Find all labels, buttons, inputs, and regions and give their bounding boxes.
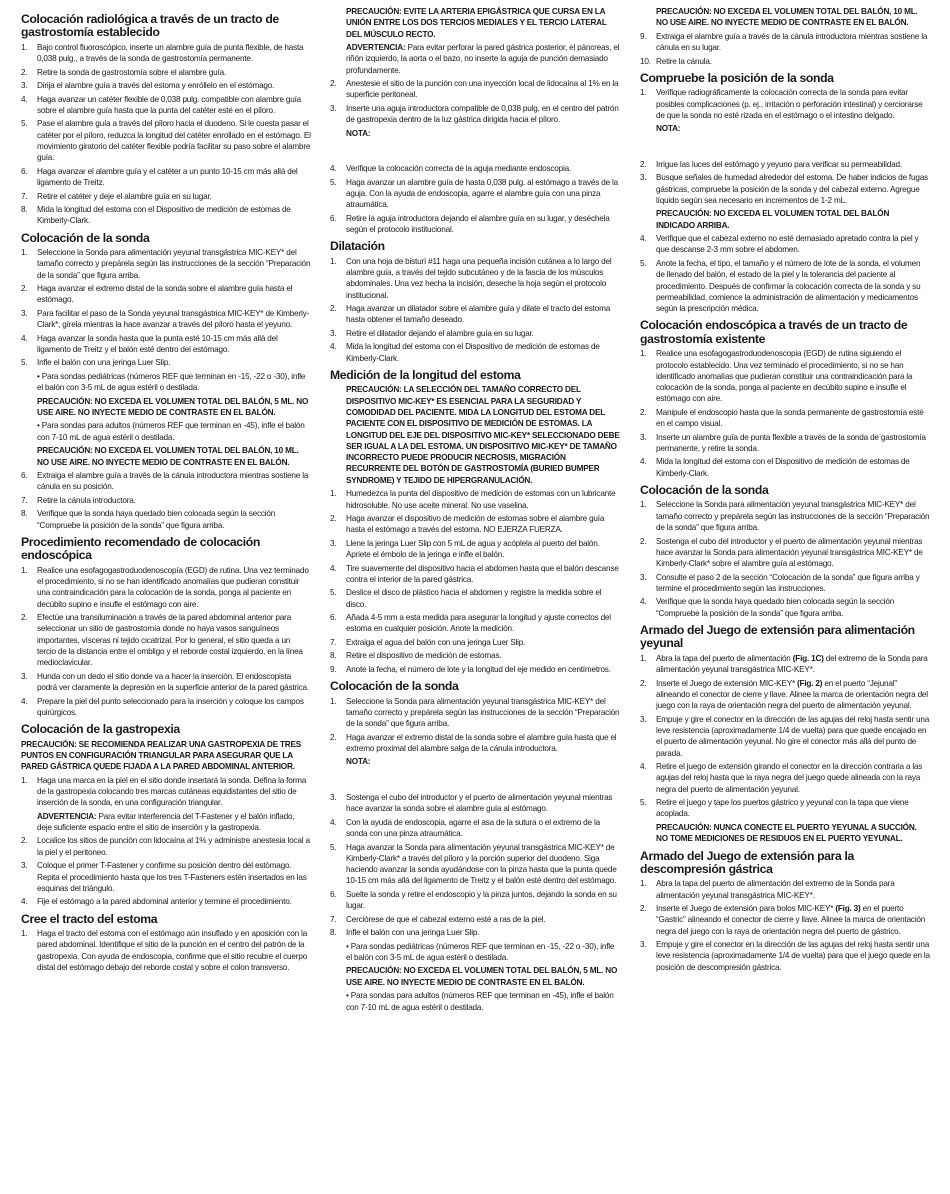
- step-number: 3.: [21, 308, 28, 318]
- caution-note: PRECAUCIÓN: NUNCA CONECTE EL PUERTO YEYUNAL A SUCCIÓN. NO TOME MEDICIONES DE RESIDUOS EN EL PUERTO YEYUNAL.: [656, 822, 917, 844]
- caution-note: PRECAUCIÓN: NO EXCEDA EL VOLUMEN TOTAL DEL BALÓN, 5 ML. NO USE AIRE. NO INYECTE MEDIO DE CONTRASTE EN EL BALÓN.: [346, 966, 618, 987]
- list-item: [330, 637, 622, 648]
- warning-note: [330, 42, 622, 76]
- step-text: Haga avanzar el extremo distal de la sonda sobre el alambre guía hasta que el extremo proximal del alambre salga de la cánula introductora.: [346, 732, 617, 753]
- step-number: 6.: [21, 166, 28, 176]
- step-text: Seleccione la Sonda para alimentación yeyunal transgástrica MIC-KEY* del tamaño correcto y prepárela según las instrucciones de la sección “Preparación de la sonda” que figura arriba.: [656, 500, 930, 533]
- step-number: 2.: [21, 67, 28, 77]
- list-item: [640, 258, 930, 314]
- step-number: 1.: [640, 879, 647, 889]
- step-text: del extremo de la Sonda para alimentación yeyunal transgástrica MIC-KEY*.: [656, 653, 928, 675]
- step-text: Coloque el primer T-Fastener y confirme su posición dentro del estómago. Repita el procedimiento hasta que los tres T-Fasteners estén insertados en las esquinas del triángulo.: [37, 861, 307, 893]
- step-text: Seleccione la Sonda para alimentación yeyunal transgástrica MIC-KEY* del tamaño correcto y prepárela según las instrucciones de la sección “Preparación de la sonda” que figura arriba.: [346, 696, 620, 729]
- step-number: 6.: [330, 213, 337, 223]
- step-number: 1.: [640, 653, 647, 663]
- step-text: Anote la fecha, el tipo, el tamaño y el número de lote de la sonda, el volumen de llenado del balón, el estado de la piel y la tolerancia del paciente al procedimiento. Después de confirmar la colocación correcta de la sonda y su permeabilidad, comience la administración de alimentación y medicamentos según la prescripción médica.: [656, 258, 921, 314]
- step-number: 1.: [21, 42, 28, 52]
- step-text: Abra la tapa del puerto de alimentación del extremo de la Sonda para alimentación yeyunal transgástrica MIC-KEY*.: [656, 879, 895, 900]
- step-number: 6.: [330, 613, 337, 623]
- list-item: [330, 303, 622, 326]
- list-item: [330, 488, 622, 511]
- step-number: 4.: [330, 342, 337, 352]
- step-number: 6.: [330, 889, 337, 899]
- step-text: Realice una esofagogastroduodenoscopía (EGD) de rutina. Una vez terminado el procedimiento, si no se han identificado anomalías que pudieran constituir una contraindicación para la colocación de la sonda, ponga al paciente en decúbito supino e insufle el estómago con aire.: [37, 565, 309, 609]
- step-number: 4.: [21, 94, 28, 104]
- list-item: [640, 87, 930, 121]
- step-text: Extraiga el agua del balón con una jeringa Luer Slip.: [346, 637, 526, 647]
- step-number: 5.: [640, 258, 647, 268]
- step-number: 2.: [330, 79, 337, 89]
- list-item: [330, 213, 622, 236]
- step-number: 2.: [21, 836, 28, 846]
- list-item: [330, 817, 622, 840]
- step-text: Localice los sitios de punción con lidocaína al 1% y administre anestesia local a la piel y el peritoneo.: [37, 836, 310, 857]
- column-right: [640, 6, 930, 975]
- warning-label: ADVERTENCIA:: [346, 43, 406, 53]
- step-text: Retire el juego de extensión girando el conector en la dirección contraria a las agujas del reloj hasta que la raya negra del juego quede alineada con la raya negra del puerto de alimentación yeyunal.: [656, 762, 923, 794]
- step-number: 4.: [640, 762, 647, 772]
- list-item: [640, 572, 930, 595]
- step-text: Humedezca la punta del dispositivo de medición de estomas con un lubricante hidrosoluble. No use aceite mineral. No use vaselina.: [346, 489, 616, 510]
- list-item: [640, 878, 930, 901]
- step-number: 1.: [330, 696, 337, 706]
- figure-reference: (Fig. 1C): [792, 653, 824, 663]
- section-heading: Medición de la longitud del estoma: [330, 368, 521, 382]
- list-item: [640, 678, 930, 712]
- step-text: Dirija el alambre guía a través del estoma y enróllelo en el estómago.: [37, 81, 275, 91]
- step-text: Verifique que la sonda haya quedado bien colocada según la sección “Compruebe la posición de la sonda” que figura arriba.: [37, 509, 276, 530]
- step-number: 3.: [640, 173, 647, 183]
- step-number: 8.: [21, 204, 28, 214]
- step-text: Efectúe una transiluminación a través de la pared abdominal anterior para seleccionar un sitio de gastrostomía donde no haya vasos sanguíneos importantes, vísceras ni tejido cicatrizal. Por lo general, el sitio queda a un tercio de la distancia entre el ombligo y el reborde costal izquierdo, en la línea medioclavicular.: [37, 613, 303, 668]
- step-number: 1.: [21, 929, 28, 939]
- list-item: [21, 67, 311, 78]
- step-number: 4.: [640, 234, 647, 244]
- list-item: [640, 407, 930, 430]
- list-item: [21, 835, 311, 858]
- list-item: [330, 792, 622, 815]
- column-left: [21, 6, 311, 975]
- step-text: Suelte la sonda y retire el endoscopio y la pinza juntos, dejando la sonda en su lugar.: [346, 889, 617, 911]
- list-item: [640, 31, 930, 54]
- caution-note: PRECAUCIÓN: NO EXCEDA EL VOLUMEN TOTAL DEL BALÓN INDICADO ARRIBA.: [656, 209, 890, 230]
- step-text: Haga avanzar el extremo distal de la sonda sobre el alambre guía hasta el estómago.: [37, 284, 293, 305]
- step-number: 7.: [330, 637, 337, 647]
- step-text: Haga avanzar el alambre guía y el catéter a un punto 10-15 cm más allá del ligamento de Treitz.: [37, 166, 298, 188]
- warning-text: Para evitar perforar la pared gástrica posterior, el páncreas, el riñón izquierdo, la aorta o el bazo, no inserte la aguja de punción demasiado profundamente.: [346, 43, 620, 75]
- step-text: Extraiga el alambre guía a través de la cánula introductora mientras sostiene la cánula en su posición.: [37, 471, 309, 492]
- list-item: [330, 650, 622, 661]
- section-heading: Colocación de la gastropexia: [21, 722, 180, 737]
- step-number: 3.: [330, 328, 337, 338]
- step-number: 8.: [330, 928, 337, 938]
- step-text: Retire la aguja introductora dejando el alambre guía en su lugar, y deséchela según el protocolo institucional.: [346, 213, 610, 235]
- list-item: [330, 256, 622, 301]
- list-item: [640, 159, 930, 170]
- list-item: [640, 653, 930, 676]
- step-text: Seleccione la Sonda para alimentación yeyunal transgástrica MIC-KEY* del tamaño correcto y prepárela según las instrucciones de la sección “Preparación de la sonda” que figura arriba.: [37, 247, 311, 280]
- step-number: 5.: [330, 842, 337, 852]
- step-number: 3.: [21, 671, 28, 681]
- step-text: Sostenga el cubo del introductor y el puerto de alimentación yeyunal mientras hace avanzar la Sonda para alimentación yeyunal transgástrica MIC-KEY* de Kimberly-Clark* sobre el alambre guía al estómago.: [656, 536, 923, 569]
- step-number: 9.: [330, 664, 337, 674]
- step-number: 9.: [640, 31, 647, 41]
- step-number: 3.: [21, 861, 28, 871]
- list-item: [640, 499, 930, 533]
- list-item: [330, 78, 622, 101]
- step-text: Haga avanzar la Sonda para alimentación yeyunal transgástrica MIC-KEY* de Kimberly-Clark* a través del píloro y la porción superior del duodeno. Siga haciendo avanzar la sonda ayudándose con la pinza hasta que la punta quede 10-15 cm más allá del ligamento de Treitz y el balón esté dentro del estómago.: [346, 842, 617, 886]
- list-item: [330, 664, 622, 675]
- list-item: [21, 283, 311, 306]
- list-item: [21, 333, 311, 356]
- warning-text: Para evitar interferencia del T-Fastener y el balón inflado, deje suficiente espacio entre el sitio de inserción y la gastropexia.: [37, 811, 295, 832]
- bullet-item: • Para sondas para adultos (números REF que terminan en -45), infle el balón con 7-10 mL de agua estéril o destilada.: [37, 421, 305, 442]
- step-number: 4.: [21, 696, 28, 706]
- list-item: [21, 191, 311, 202]
- list-item: [640, 596, 930, 619]
- list-item: [330, 538, 622, 561]
- list-item: [640, 172, 930, 206]
- step-number: 1.: [21, 775, 28, 785]
- list-item: [330, 914, 622, 925]
- list-item: [330, 163, 622, 174]
- step-number: 1.: [330, 256, 337, 266]
- bullet-item: • Para sondas pediátricas (números REF que terminan en -15, -22 o -30), infle el balón con 3-5 mL de agua estéril o destilada.: [346, 941, 615, 962]
- list-item: [21, 775, 311, 809]
- step-text: Irrigue las luces del estómago y yeyuno para verificar su permeabilidad.: [656, 159, 902, 169]
- step-number: 3.: [330, 538, 337, 548]
- step-text: Retire el dispositivo de medición de estomas.: [346, 651, 502, 661]
- list-item: [330, 177, 622, 211]
- step-number: 5.: [330, 588, 337, 598]
- step-number: 5.: [21, 358, 28, 368]
- section-heading: Procedimiento recomendado de colocación endoscópica: [21, 534, 260, 563]
- list-item: [640, 939, 930, 973]
- list-item: [21, 204, 311, 227]
- step-text: Manipule el endoscopio hasta que la sonda permanente de gastrostomía esté en el campo visual.: [656, 407, 924, 429]
- list-item: [21, 696, 311, 719]
- step-number: 3.: [330, 792, 337, 802]
- step-number: 2.: [21, 613, 28, 623]
- step-text: Haga avanzar un dilatador sobre el alambre guía y dilate el tracto del estoma hasta obtener el tamaño deseado.: [346, 304, 611, 325]
- step-text: Consulte el paso 2 de la sección “Colocación de la sonda” que figura arriba y termine el procedimiento según las instrucciones.: [656, 572, 920, 593]
- list-item: [640, 536, 930, 570]
- list-item: [21, 565, 311, 610]
- list-item: [640, 348, 930, 404]
- list-item: [640, 233, 930, 256]
- list-item: [21, 495, 311, 506]
- step-number: 4.: [330, 164, 337, 174]
- section-heading: Colocación de la sonda: [21, 230, 150, 245]
- step-text: Anestesie el sitio de la punción con una inyección local de lidocaína al 1% en la superficie peritoneal.: [346, 79, 619, 100]
- section-heading: Colocación de la sonda: [330, 679, 459, 694]
- figure-reference: (Fig. 2): [797, 678, 823, 688]
- list-item: [640, 456, 930, 479]
- step-text: Con una hoja de bisturí #11 haga una pequeña incisión cutánea a lo largo del alambre guía, a través del tejido subcutáneo y de la fascia de los músculos abdominales. Una vez hecha la incisión, deseche la hoja según el protocolo institucional.: [346, 256, 612, 300]
- figure-reference: (Fig. 3): [835, 904, 861, 914]
- step-number: 1.: [640, 500, 647, 510]
- caution-note: PRECAUCIÓN: SE RECOMIENDA REALIZAR UNA GASTROPEXIA DE TRES PUNTOS EN CONFIGURACIÓN TRIANGULAR PARA ASEGURAR QUE LA PARED GÁSTRICA QUEDE FIJADA A LA PARED ABDOMINAL ANTERIOR.: [21, 739, 301, 772]
- step-text: Inserte el Juego de extensión MIC-KEY*: [656, 678, 798, 688]
- step-text: Retire la sonda de gastrostomía sobre el alambre guía.: [37, 67, 226, 77]
- step-text: Retire el dilatador dejando el alambre guía en su lugar.: [346, 328, 534, 338]
- step-text: Infle el balón con una jeringa Luer Slip.: [346, 928, 480, 938]
- list-item: [330, 341, 622, 364]
- step-text: Para facilitar el paso de la Sonda yeyunal transgástrica MIC-KEY* de Kimberly-Clark*, gírela mientras la hace avanzar a través del píloro hasta el yeyuno.: [37, 308, 310, 330]
- step-number: 2.: [640, 904, 647, 914]
- caution-note: PRECAUCIÓN: LA SELECCIÓN DEL TAMAÑO CORRECTO DEL DISPOSITIVO MIC-KEY* ES ESENCIAL PARA LA SEGURIDAD Y COMODIDAD DEL PACIENTE. MIDA LA LONGITUD DEL ESTOMA DEL PACIENTE CON EL DISPOSITIVO DE MEDICIÓN DE ESTOMAS. LA LONGITUD DEL EJE DEL DISPOSITIVO MIC-KEY* SELECCIONADO DEBE SER IGUAL A LA DEL ESTOMA. UN DISPOSITIVO MIC-KEY* DE TAMAÑO INCORRECTO PUEDE PRODUCIR NECROSIS, MIGRACIÓN RECURRENTE DEL BOTÓN DE GASTROSTOMÍA (BURIED BUMPER SYNDROME) Y TEJIDO DE HIPERGRANULACIÓN.: [346, 385, 620, 485]
- step-text: Mida la longitud del estoma con el Dispositivo de medición de estomas de Kimberly-Clark.: [37, 204, 291, 226]
- step-text: en el puerto “Gastric” alineando el conector de cierre y llave. Alinee la marca de orientación negra del juego con la raya de orientación negra del puerto de gástrico.: [656, 904, 926, 936]
- list-item: [640, 903, 930, 937]
- list-item: [21, 80, 311, 91]
- caution-note: PRECAUCIÓN: NO EXCEDA EL VOLUMEN TOTAL DEL BALÓN, 5 ML. NO USE AIRE. NO INYECTE MEDIO DE CONTRASTE EN EL BALÓN.: [37, 396, 309, 417]
- step-text: Verifique que el cabezal externo no esté demasiado apretado contra la piel y que descanse 2-3 mm sobre el abdomen.: [656, 234, 919, 255]
- step-text: Extraiga el alambre guía a través de la cánula introductora mientras sostiene la cánula en su lugar.: [656, 31, 928, 53]
- step-text: Infle el balón con una jeringa Luer Slip.: [37, 358, 171, 368]
- step-number: 5.: [640, 798, 647, 808]
- step-text: Anote la fecha, el número de lote y la longitud del eje medido en centímetros.: [346, 664, 611, 674]
- step-text: Empuje y gire el conector en la dirección de las agujas del reloj hasta sentir una leve resistencia (aproximadamente 1/4 de vuelta) para que el juego quede en la posición de descompresión gástrica.: [656, 940, 930, 972]
- step-text: Haga una marca en la piel en el sitio donde insertará la sonda. Defina la forma de la gastropexia colocando tres marcas cutáneas equidistantes del sitio de inserción de la sonda, en una configuración triangular.: [37, 775, 307, 808]
- list-item: [21, 896, 311, 907]
- list-item: [330, 732, 622, 755]
- step-number: 3.: [21, 81, 28, 91]
- step-text: Haga avanzar la sonda hasta que la punta esté 10-15 cm más allá del ligamento de Treitz y el balón esté dentro del estómago.: [37, 333, 278, 354]
- list-item: [21, 308, 311, 331]
- list-item: [330, 696, 622, 730]
- step-text: Inserte una aguja introductora compatible de 0,038 pulg. en el centro del patrón de gastropexia dentro de la luz gástrica dirigida hacia el píloro.: [346, 103, 619, 125]
- step-text: Cerciórese de que el cabezal externo esté a ras de la piel.: [346, 914, 546, 924]
- list-item: [21, 671, 311, 694]
- section-heading: Colocación radiológica a través de un tracto de gastrostomía establecido: [21, 12, 279, 40]
- list-item: [330, 842, 622, 887]
- caution-note: PRECAUCIÓN: NO EXCEDA EL VOLUMEN TOTAL DEL BALÓN, 10 ML. NO USE AIRE. NO INYECTE MEDIO DE CONTRASTE EN EL BALÓN.: [37, 446, 299, 467]
- step-number: 4.: [330, 817, 337, 827]
- warning-note: [21, 811, 311, 834]
- step-text: Hunda con un dedo el sitio donde va a hacer la inserción. El endoscopista podrá ver claramente la depresión en la superficie anterior de la pared gástrica.: [37, 671, 309, 693]
- step-number: 3.: [640, 940, 647, 950]
- step-number: 3.: [640, 432, 647, 442]
- warning-label: ADVERTENCIA:: [37, 811, 97, 821]
- section-heading: Colocación endoscópica a través de un tracto de gastrostomía existente: [640, 318, 908, 346]
- list-item: [21, 860, 311, 894]
- step-number: 2.: [330, 732, 337, 742]
- step-number: 2.: [330, 304, 337, 314]
- step-text: Prepare la piel del punto seleccionado para la inserción y coloque los campos quirúrgicos.: [37, 696, 304, 717]
- section-heading: Dilatación: [330, 239, 385, 254]
- list-item: [330, 103, 622, 126]
- step-text: Añada 4-5 mm a esta medida para asegurar la longitud y ajuste correctos del estoma en cualquier posición. Anote la medición.: [346, 613, 611, 634]
- step-number: 1.: [330, 489, 337, 499]
- list-item: [330, 927, 622, 938]
- list-item: [330, 513, 622, 536]
- step-number: 3.: [330, 103, 337, 113]
- step-text: Retire el catéter y deje el alambre guía en su lugar.: [37, 191, 212, 201]
- step-text: Retire el juego y tape los puertos gástrico y yeyunal con la tapa que viene acoplada.: [656, 798, 909, 819]
- caution-note: PRECAUCIÓN: EVITE LA ARTERIA EPIGÁSTRICA QUE CURSA EN LA UNIÓN ENTRE LOS DOS TERCIOS MEDIALES Y EL TERCIO LATERAL DEL MÚSCULO RECTO.: [346, 7, 607, 39]
- step-text: Mida la longitud del estoma con el Dispositivo de medición de estomas de Kimberly-Clark.: [656, 457, 910, 478]
- list-item: [21, 118, 311, 163]
- list-item: [330, 612, 622, 635]
- step-text: Deslice el disco de plástico hacia el abdomen y registre la medida sobre el disco.: [346, 588, 602, 609]
- step-number: 3.: [640, 714, 647, 724]
- step-number: 1.: [640, 349, 647, 359]
- step-text: Mida la longitud del estoma con el Dispositivo de medición de estomas de Kimberly-Clark.: [346, 342, 600, 363]
- section-heading: Cree el tracto del estoma: [21, 911, 158, 926]
- list-item: [330, 587, 622, 610]
- step-number: 7.: [330, 914, 337, 924]
- step-text: Haga avanzar un alambre guía de hasta 0,038 pulg. al estómago a través de la aguja. Con la ayuda de endoscopia, agarre el alambre guía con una pinza atraumática.: [346, 177, 619, 210]
- step-text: Bajo control fluoroscópico, inserte un alambre guía de punta flexible, de hasta 0,038 pulg., a través de la sonda de gastrostomía permanente.: [37, 42, 304, 64]
- step-number: 5.: [21, 119, 28, 129]
- column-middle: [330, 6, 622, 1015]
- step-number: 8.: [21, 509, 28, 519]
- list-item: [640, 797, 930, 820]
- step-text: Haga avanzar un catéter flexible de 0,038 pulg. compatible con alambre guía sobre el alambre guía hasta que la punta del catéter esté en el píloro.: [37, 94, 302, 115]
- step-number: 7.: [21, 495, 28, 505]
- step-number: 2.: [640, 407, 647, 417]
- step-number: 4.: [640, 597, 647, 607]
- caution-note: NOTA:: [656, 124, 681, 134]
- step-text: en el puerto “Jejunal” alineando el conector de cierre y llave. Alinee la marca de orientación negra del juego con la raya de orientación negra del puerto de alimentación yeyunal.: [656, 678, 928, 711]
- step-text: Verifique que la sonda haya quedado bien colocada según la sección “Compruebe la posición de la sonda” que figura arriba.: [656, 597, 895, 618]
- step-text: Abra la tapa del puerto de alimentación: [656, 653, 793, 663]
- spacer: [330, 770, 622, 792]
- step-text: Fije el estómago a la pared abdominal anterior y termine el procedimiento.: [37, 897, 292, 907]
- list-item: [330, 328, 622, 339]
- step-text: Sostenga el cubo del introductor y el puerto de alimentación yeyunal mientras hace avanzar la sonda sobre el alambre guía al estómago.: [346, 792, 613, 814]
- list-item: [21, 357, 311, 368]
- step-text: Realice una esofagogastroduodenoscopia (EGD) de rutina siguiendo el protocolo establecido. Una vez terminado el procedimiento, si no se han identificado anomalías que pudieran constituir una contraindicación para la colocación de la sonda, ponga al paciente en decúbito supino e insufle el estómago con aire.: [656, 349, 913, 404]
- step-number: 4.: [21, 333, 28, 343]
- list-item: [330, 563, 622, 586]
- list-item: [330, 889, 622, 912]
- step-text: Retire la cánula.: [656, 56, 712, 66]
- step-number: 2.: [640, 159, 647, 169]
- step-text: Inserte un alambre guía de punta flexible a través de la sonda de gastrostomía permanente, y retire la sonda.: [656, 432, 926, 453]
- step-number: 1.: [21, 565, 28, 575]
- step-text: Inserte el Juego de extensión para bolos MIC-KEY*: [656, 904, 836, 914]
- section-heading: Compruebe la posición de la sonda: [640, 70, 834, 85]
- step-text: Empuje y gire el conector en la dirección de las agujas del reloj hasta sentir una leve resistencia (aproximadamente 1/4 de vuelta) para que quede encajado en el puerto de alimentación yeyunal. No gire el conector más allá del punto de parada.: [656, 714, 930, 758]
- caution-note: PRECAUCIÓN: NO EXCEDA EL VOLUMEN TOTAL DEL BALÓN, 10 ML. NO USE AIRE. NO INYECTE MEDIO DE CONTRASTE EN EL BALÓN.: [656, 7, 918, 28]
- list-item: [21, 470, 311, 493]
- list-item: [21, 247, 311, 281]
- step-text: Pase el alambre guía a través del píloro hacia el duodeno. Si le cuesta pasar el catéter por el píloro, reduzca la longitud del catéter enrollado en el estómago. El movimiento giratorio del catéter flexible podría facilitar su paso sobre el alambre guía.: [37, 119, 311, 163]
- step-text: Tire suavemente del dispositivo hacia el abdomen hasta que el balón descanse contra el interior de la pared gástrica.: [346, 563, 619, 584]
- section-heading: Armado del Juego de extensión para alimentación yeyunal: [640, 623, 915, 651]
- list-item: [21, 42, 311, 65]
- list-item: [21, 928, 311, 973]
- step-text: Verifique la colocación correcta de la aguja mediante endoscopia.: [346, 164, 572, 174]
- bullet-item: • Para sondas para adultos (números REF que terminan en -45), infle el balón con 7-10 mL de agua estéril o destilada.: [346, 991, 614, 1012]
- step-text: Retire la cánula introductora.: [37, 495, 136, 505]
- list-item: [640, 714, 930, 759]
- spacer: [330, 141, 622, 163]
- list-item: [21, 508, 311, 531]
- step-number: 4.: [21, 897, 28, 907]
- section-heading: Colocación de la sonda: [640, 483, 769, 498]
- step-text: Con la ayuda de endoscopia, agarre el asa de la sutura o el extremo de la sonda con una pinza atraumática.: [346, 817, 600, 839]
- list-item: [640, 432, 930, 455]
- step-text: Haga el tracto del estoma con el estómago aún insuflado y en aposición con la pared abdominal. Identifique el sitio de la punción en el centro del patrón de la gastropexia. Con ayuda de endoscopia, confirme que el sitio recubre el cuerpo distal del estómago debajo del reborde costal y sobre el colon transverso.: [37, 929, 307, 972]
- step-number: 2.: [21, 284, 28, 294]
- spacer: [640, 137, 930, 159]
- step-number: 2.: [640, 678, 647, 688]
- step-number: 4.: [330, 563, 337, 573]
- step-number: 8.: [330, 651, 337, 661]
- list-item: [21, 94, 311, 117]
- list-item: [640, 761, 930, 795]
- step-number: 1.: [640, 88, 647, 98]
- caution-note: NOTA:: [346, 757, 371, 767]
- section-heading: Armado del Juego de extensión para la descompresión gástrica: [640, 848, 854, 876]
- step-number: 6.: [21, 471, 28, 481]
- step-number: 4.: [640, 457, 647, 467]
- step-number: 1.: [21, 247, 28, 257]
- list-item: [21, 166, 311, 189]
- step-number: 5.: [330, 177, 337, 187]
- caution-note: NOTA:: [346, 128, 371, 138]
- step-text: Verifique radiográficamente la colocación correcta de la sonda para evitar posibles complicaciones (p. ej., irritación o perforación intestinal) y cerciorarse de que la sonda no esté rizada en el estómago o el intestino delgado.: [656, 88, 923, 120]
- step-text: Busque señales de humedad alrededor del estoma. De haber indicios de fugas gástricas, compruebe la posición de la sonda y del cabezal externo. Agregue líquido según sea necesario en incrementos de 1-2 mL.: [656, 173, 928, 205]
- step-number: 2.: [330, 514, 337, 524]
- list-item: [21, 612, 311, 668]
- step-number: 7.: [21, 191, 28, 201]
- list-item: [640, 56, 930, 67]
- step-text: Haga avanzar el dispositivo de medición de estomas sobre el alambre guía hasta el estómago a través del estoma. NO EJERZA FUERZA.: [346, 514, 605, 535]
- step-number: 10.: [640, 56, 651, 66]
- step-text: Llene la jeringa Luer Slip con 5 mL de agua y acóplela al puerto del balón. Apriete el émbolo de la jeringa e infle el balón.: [346, 538, 600, 560]
- bullet-item: • Para sondas pediátricas (números REF que terminan en -15, -22 o -30), infle el balón con 3-5 mL de agua estéril o destilada.: [37, 371, 306, 393]
- step-number: 2.: [640, 536, 647, 546]
- step-number: 3.: [640, 572, 647, 582]
